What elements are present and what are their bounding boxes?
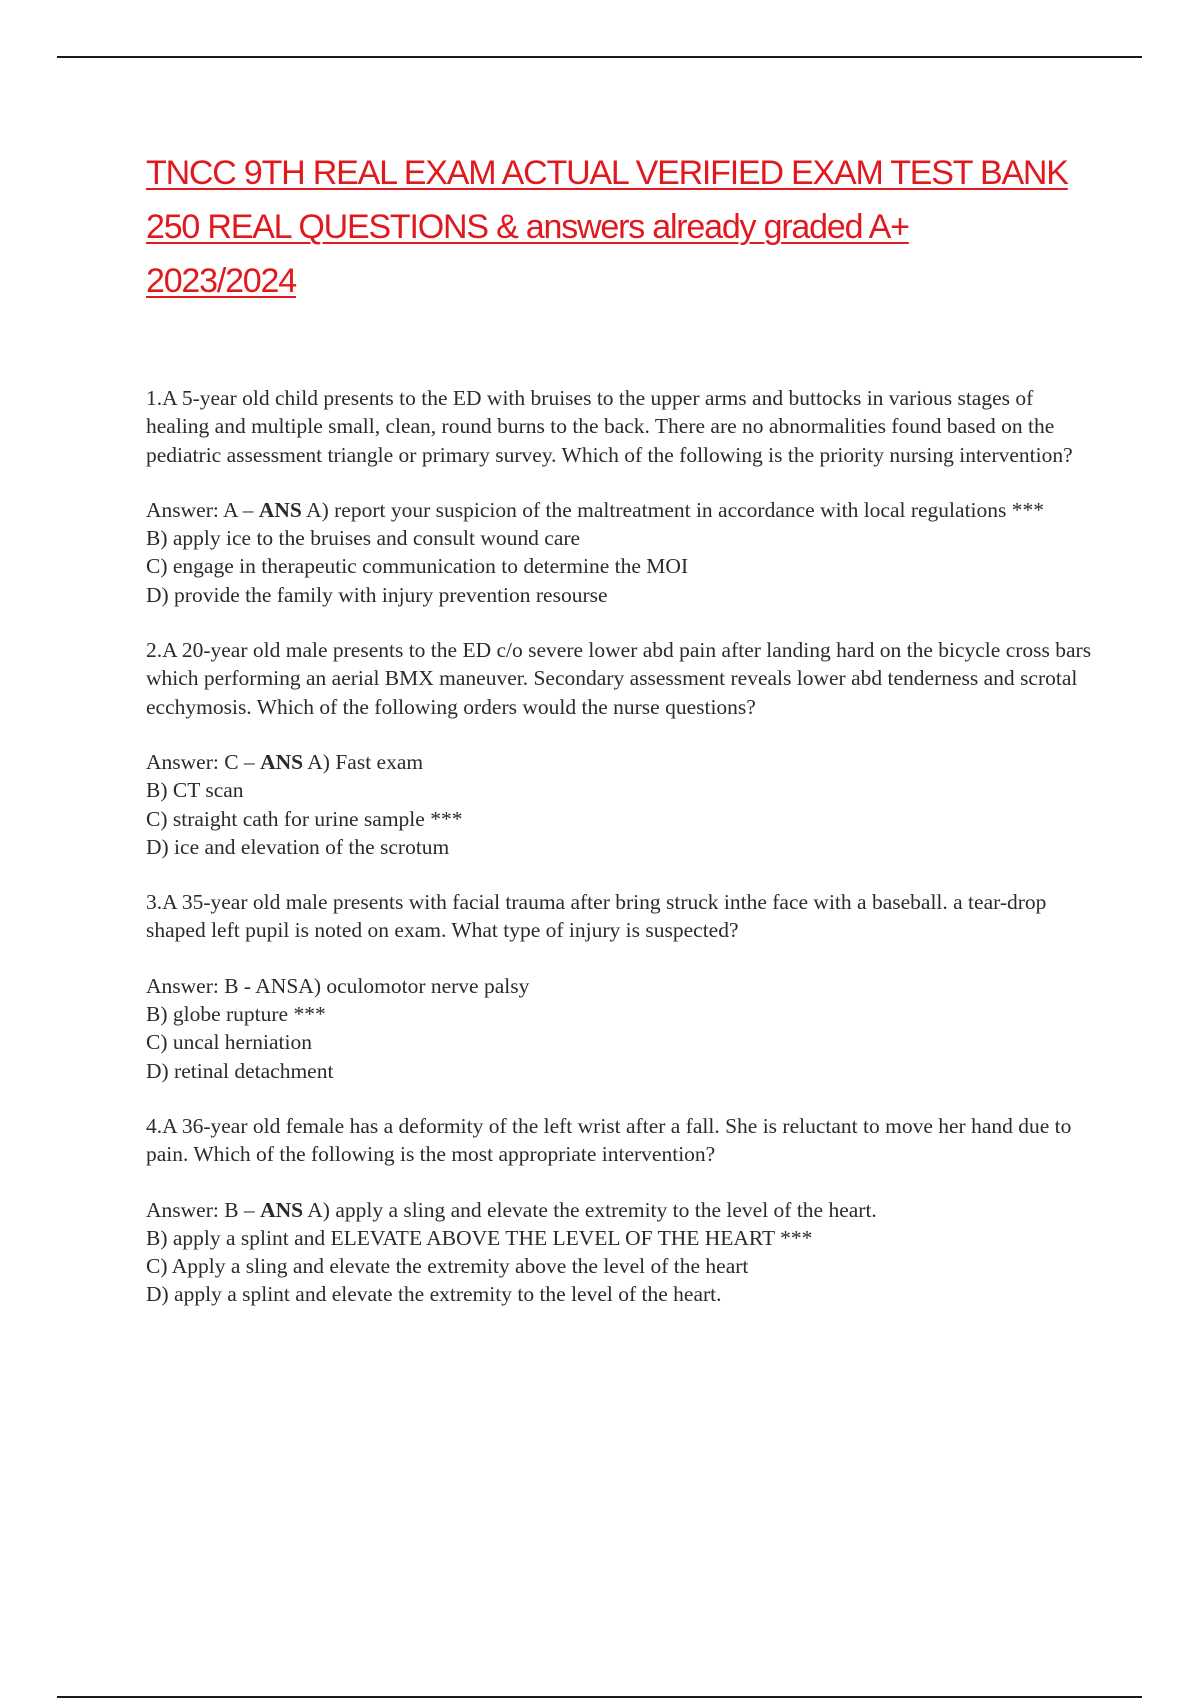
option-c: C) engage in therapeutic communication to determine the MOI [146,554,689,579]
option-b: B) apply a splint and ELEVATE ABOVE THE LEVEL OF THE HEART *** [146,1225,813,1250]
question-block-3 [146,888,1096,1085]
answer-block [146,748,1096,861]
question-block-1 [146,384,1096,609]
option-b: B) apply ice to the bruises and consult wound care [146,526,581,551]
option-b: B) CT scan [146,778,244,803]
question-block-2 [146,636,1096,861]
option-c: C) Apply a sling and elevate the extremity above the level of the heart [146,1254,749,1279]
title-line-1: TNCC 9TH REAL EXAM ACTUAL VERIFIED EXAM TEST BANK [146,154,1068,192]
option-a: A) report your suspicion of the maltreatment in accordance with local regulations *** [301,497,1045,522]
question-text: 1.A 5-year old child presents to the ED with bruises to the upper arms and buttocks in various stages of healing and multiple small, clean, round burns to the back. There are no abnormalities found based on the pediatric assessment triangle or primary survey. Which of the following is the priority nursing intervention? [146,386,1073,467]
document-title [146,146,1086,308]
option-d: D) retinal detachment [146,1058,334,1083]
question-text: 4.A 36-year old female has a deformity of the left wrist after a fall. She is reluctant to move her hand due to pain. Which of the following is the most appropriate intervention? [146,1113,1072,1167]
option-d: D) apply a splint and elevate the extremity to the level of the heart. [146,1282,722,1307]
option-c: C) uncal herniation [146,1030,312,1055]
bottom-rule [57,1696,1142,1698]
top-rule [57,56,1142,58]
question-block-4 [146,1112,1096,1309]
answer-prefix: Answer: B – [146,1197,261,1222]
option-b: B) globe rupture *** [146,1002,326,1027]
answer-prefix: Answer: A – [146,497,259,522]
question-text: 3.A 35-year old male presents with facial trauma after bring struck inthe face with a baseball. a tear-drop shaped left pupil is noted on exam. What type of injury is suspected? [146,890,1047,943]
title-line-3: 2023/2024 [146,262,296,300]
answer-prefix: Answer: C – [146,749,261,774]
question-text: 2.A 20-year old male presents to the ED c/o severe lower abd pain after landing hard on the bicycle cross bars which performing an aerial BMX maneuver. Secondary assessment reveals lower abd tenderness and scrotal ecchymosis. Which of the following orders would the nurse questions? [146,638,1092,719]
question-list [146,384,1096,1336]
option-c: C) straight cath for urine sample *** [146,806,463,831]
answer-block [146,972,1096,1085]
title-line-2: 250 REAL QUESTIONS & answers already graded A+ [146,208,909,246]
ans-label: ANS [260,749,304,774]
ans-label: ANS [258,497,302,522]
answer-line [146,496,1096,524]
answer-line [146,748,1096,776]
ans-label: ANS [260,1197,304,1222]
answer-line [146,972,1096,1000]
answer-prefix: Answer: B - ANSA) oculomotor nerve palsy [146,973,530,998]
answer-line [146,1196,1096,1224]
option-a: A) Fast exam [303,749,424,774]
option-d: D) provide the family with injury prevention resourse [146,582,608,607]
answer-block [146,496,1096,609]
option-a: A) apply a sling and elevate the extremity to the level of the heart. [303,1197,877,1222]
option-d: D) ice and elevation of the scrotum [146,834,450,859]
answer-block [146,1196,1096,1309]
